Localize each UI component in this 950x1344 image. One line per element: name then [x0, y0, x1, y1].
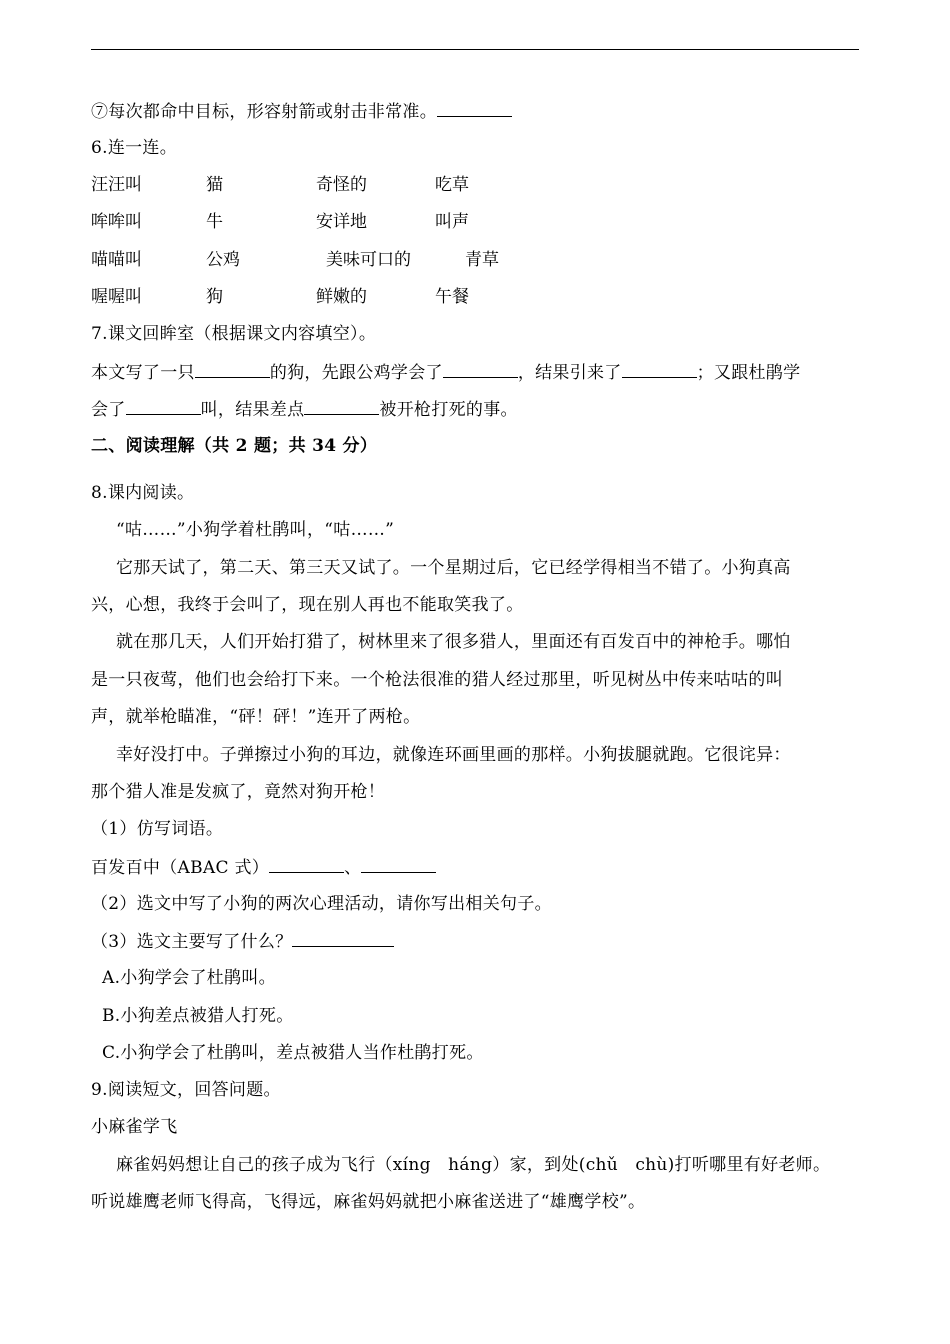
- q9-paragraph: 听说雄鹰老师飞得高，飞得远，麻雀妈妈就把小麻雀送进了“雄鹰学校”。: [91, 1192, 646, 1212]
- option-a[interactable]: A.小狗学会了杜鹃叫。: [102, 968, 276, 988]
- match-cell: 安详地: [316, 212, 367, 232]
- answer-blank[interactable]: [269, 856, 344, 873]
- answer-blank[interactable]: [195, 361, 270, 378]
- q8-paragraph: 那个猎人准是发疯了，竟然对狗开枪！: [91, 782, 386, 802]
- q8-subquestion-1: （1）仿写词语。: [91, 819, 224, 839]
- q9-paragraph: 麻雀妈妈想让自己的孩子成为飞行（xíng háng）家，到处(chǔ chù)打听哪里有好老师。: [116, 1155, 831, 1175]
- q8-paragraph: 就在那几天，人们开始打猎了，树林里来了很多猎人，里面还有百发百中的神枪手。哪怕: [116, 632, 791, 652]
- q8-subquestion-3: （3）选文主要写了什么？: [91, 930, 394, 953]
- q9-title: 9.阅读短文，回答问题。: [91, 1080, 281, 1100]
- match-cell: 奇怪的: [316, 175, 367, 195]
- match-cell: 叫声: [435, 212, 469, 232]
- match-cell: 鲜嫩的: [316, 287, 367, 307]
- q8-paragraph: 它那天试了，第二天、第三天又试了。一个星期过后，它已经学得相当不错了。小狗真高: [116, 558, 791, 578]
- match-cell: 喵喵叫: [91, 250, 142, 270]
- header-rule: [91, 49, 859, 50]
- q8-title: 8.课内阅读。: [91, 483, 195, 503]
- q7-title: 7.课文回眸室（根据课文内容填空）。: [91, 324, 377, 344]
- answer-blank[interactable]: [126, 398, 201, 415]
- q8-paragraph: 是一只夜莺，他们也会给打下来。一个枪法很准的猎人经过那里，听见树丛中传来咕咕的叫: [91, 670, 783, 690]
- story-title: 小麻雀学飞: [91, 1117, 178, 1137]
- q8-paragraph: 兴，心想，我终于会叫了，现在别人再也不能取笑我了。: [91, 595, 524, 615]
- match-cell: 吃草: [435, 175, 469, 195]
- q7-fill-line-2: 会了 叫，结果差点 被开枪打死的事。: [91, 400, 518, 420]
- option-c[interactable]: C.小狗学会了杜鹃叫，差点被猎人当作杜鹃打死。: [102, 1043, 484, 1063]
- match-cell: 牛: [206, 212, 223, 232]
- match-cell: 喔喔叫: [91, 287, 142, 307]
- option-b[interactable]: B.小狗差点被猎人打死。: [102, 1006, 294, 1026]
- match-cell: 猫: [206, 175, 223, 195]
- match-cell: 青草: [465, 250, 499, 270]
- q8-subquestion-2: （2）选文中写了小狗的两次心理活动，请你写出相关句子。: [91, 894, 552, 914]
- match-cell: 公鸡: [206, 250, 240, 270]
- answer-blank[interactable]: [437, 100, 512, 117]
- match-cell: 汪汪叫: [91, 175, 142, 195]
- q8-paragraph: 声，就举枪瞄准，“砰！砰！”连开了两枪。: [91, 707, 421, 727]
- match-cell: 哞哞叫: [91, 212, 142, 232]
- answer-blank[interactable]: [361, 856, 436, 873]
- answer-blank[interactable]: [622, 361, 697, 378]
- answer-blank[interactable]: [304, 398, 379, 415]
- q6-title: 6.连一连。: [91, 138, 178, 158]
- q8-subquestion-1-answer: 百发百中（ABAC 式） 、: [91, 856, 436, 879]
- q7-fill-line-1: 本文写了一只 的狗，先跟公鸡学会了 ，结果引来了 ；又跟杜鹃学: [91, 363, 801, 383]
- match-cell: 狗: [206, 287, 223, 307]
- q8-paragraph: “咕……”小狗学着杜鹃叫，“咕……”: [116, 520, 395, 540]
- answer-blank[interactable]: [443, 361, 518, 378]
- match-cell: 午餐: [435, 287, 469, 307]
- answer-blank[interactable]: [292, 930, 394, 947]
- section-heading: 二、阅读理解（共 2 题；共 34 分）: [91, 436, 378, 456]
- q8-paragraph: 幸好没打中。子弹擦过小狗的耳边，就像连环画里画的那样。小狗拔腿就跑。它很诧异：: [116, 745, 791, 765]
- match-cell: 美味可口的: [326, 250, 411, 270]
- q7-circle-item: ⑦每次都命中目标，形容射箭或射击非常准。: [91, 100, 512, 123]
